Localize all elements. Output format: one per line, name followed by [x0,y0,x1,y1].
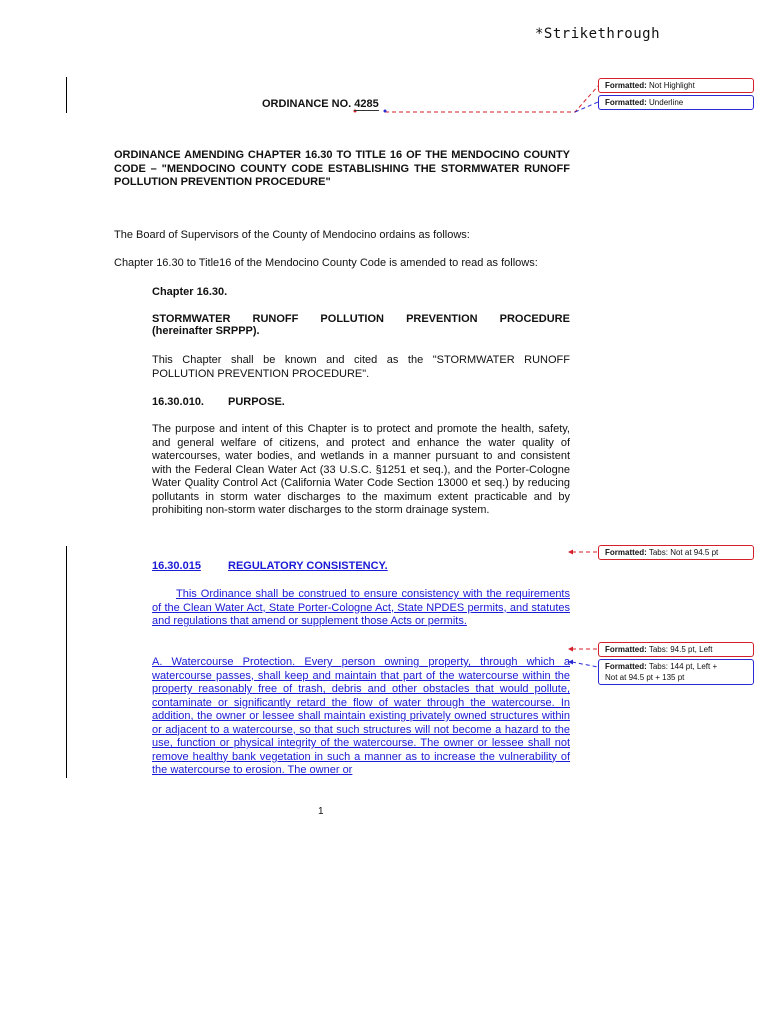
comment-balloon-tabs-144[interactable]: Formatted: Tabs: 144 pt, Left + Not at 94.5 pt + 135 pt [598,659,754,685]
comment-balloon-underline[interactable]: Formatted: Underline [598,95,754,110]
ordinance-number: 4285 [354,98,379,110]
ordinance-title: ORDINANCE NO. 4285 [262,98,379,110]
intro-paragraph-2: Chapter 16.30 to Title16 of the Mendocino County Code is amended to read as follows: [114,257,538,269]
page-number: 1 [318,806,324,817]
watercourse-protection-text: A. Watercourse Protection. Every person owning property, through which a watercourse passes, shall keep and maintain that part of the watercourse within the property reasonably free of trash, debris and other obstacles that would pollute, contaminate or significantly retard the flow of water through the watercourse. In addition, the owner or lessee shall maintain existing privately owned structures within or adjacent to a watercourse, so that such structures will not become a hazard to the use, function or physical integrity of the watercourse. The owner or lessee shall not remove healthy bank vegetation in such a manner as to increase the vulnerability of the watercourse to erosion. The owner or [152,656,570,776]
comment-balloon-not-highlight[interactable]: Formatted: Not Highlight [598,78,754,93]
purpose-number: 16.30.010. [152,396,204,408]
comment-balloon-tabs-not-at[interactable]: Formatted: Tabs: Not at 94.5 pt [598,545,754,560]
chapter-title [152,313,570,339]
comment-balloon-tabs-left[interactable]: Formatted: Tabs: 94.5 pt, Left [598,642,754,657]
consistency-heading [152,560,570,572]
chapter-label: Chapter 16.30. [152,286,228,298]
strikethrough-note: *Strikethrough [535,26,661,42]
consistency-title: REGULATORY CONSISTENCY. [228,560,388,572]
ordinance-heading: ORDINANCE AMENDING CHAPTER 16.30 TO TITLE 16 OF THE MENDOCINO COUNTY CODE – "MENDOCINO COUNTY CODE ESTABLISHING THE STORMWATER RUNOFF POLLUTION PREVENTION PROCEDURE" [114,149,570,188]
purpose-text: The purpose and intent of this Chapter is to protect and promote the health, safety, and general welfare of citizens, and protect and enhance the water quality of watercourses, water bodies, and wetlands in a manner pursuant to and consistent with the Federal Clean Water Act (33 U.S.C. §1251 et seq.), and the Porter-Cologne Water Quality Control Act (California Water Code Section 13000 et seq.) by reducing pollutants in storm water discharges to the maximum extent practicable and by prohibiting non-storm water discharges to the storm drainage system. [152,423,570,516]
consistency-number: 16.30.015 [152,560,201,572]
purpose-heading [152,396,570,408]
chapter-title-line1: STORMWATER RUNOFF POLLUTION PREVENTION PROCEDURE [152,313,570,325]
intro-paragraph-1: The Board of Supervisors of the County of Mendocino ordains as follows: [114,229,470,241]
chapter-cited-text: This Chapter shall be known and cited as the "STORMWATER RUNOFF POLLUTION PREVENTION PROCEDURE". [152,354,570,380]
consistency-text: This Ordinance shall be construed to ensure consistency with the requirements of the Clean Water Act, State Porter-Cologne Act, State NPDES permits, and statutes and regulations that amend or supplement those Acts or permits. [152,588,570,627]
purpose-title: PURPOSE. [228,396,285,408]
chapter-title-line2: (hereinafter SRPPP). [152,325,260,337]
